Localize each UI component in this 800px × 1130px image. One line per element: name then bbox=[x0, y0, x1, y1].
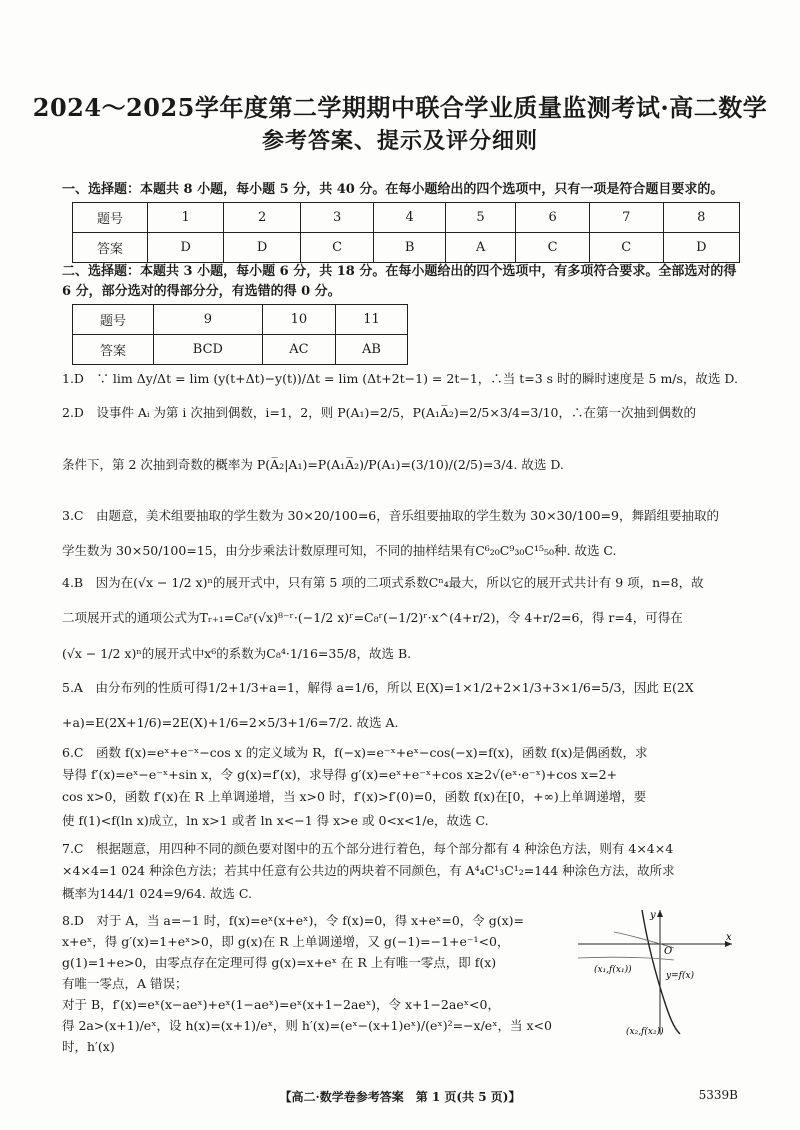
table-cell: 11 bbox=[336, 305, 408, 335]
table-cell: A bbox=[445, 233, 515, 263]
table-cell: 答案 bbox=[73, 233, 148, 263]
y-label: y bbox=[650, 910, 656, 921]
solution-8-line4: 有唯一零点，A 错误； bbox=[62, 976, 188, 991]
solution-3-line1: 3.C 由题意，美术组要抽取的学生数为 30×20/100=6，音乐组要抽取的学生数为 30×30/100=9，舞蹈组要抽取的 bbox=[62, 508, 720, 523]
table-cell: 6 bbox=[516, 203, 590, 233]
table-cell: 答案 bbox=[73, 335, 154, 365]
table-row bbox=[73, 233, 740, 263]
solution-8-line1: 8.D 对于 A，当 a=−1 时，f(x)=eˣ(x+eˣ)，令 f(x)=0，得 x+eˣ=0，令 g(x)= bbox=[62, 913, 525, 928]
table-row bbox=[73, 203, 740, 233]
table-cell: D bbox=[224, 233, 300, 263]
solution-4-line1: 4.B 因为在(√x − 1/2 x)ⁿ的展开式中，只有第 5 项的二项式系数Cⁿ₄最大，所以它的展开式共计有 9 项，n=8，故 bbox=[62, 575, 704, 590]
table-cell: 2 bbox=[224, 203, 300, 233]
table-cell: 题号 bbox=[73, 305, 154, 335]
solution-6-line4: 使 f(1)<f(ln x)成立，ln x>1 或者 ln x<−1 得 x>e 或 0<x<1/e，故选 C. bbox=[62, 813, 489, 828]
table-cell: 1 bbox=[148, 203, 224, 233]
solution-3-line2: 学生数为 30×50/100=15，由分步乘法计数原理可知，不同的抽样结果有C⁶₂₀C⁹₃₀C¹⁵₅₀种. 故选 C. bbox=[62, 543, 617, 558]
section2-answer-table bbox=[72, 304, 408, 365]
table-cell: BCD bbox=[154, 335, 263, 365]
point1-label: (x₁,f(x₁)) bbox=[594, 965, 632, 975]
solution-6-line3: cos x>0，函数 f′(x)在 R 上单调递增，当 x>0 时，f′(x)>f′(0)=0，函数 f(x)在[0，+∞)上单调递增，要 bbox=[62, 789, 647, 804]
table-cell: 3 bbox=[300, 203, 374, 233]
table-row bbox=[73, 305, 408, 335]
table-cell: C bbox=[516, 233, 590, 263]
function-graph bbox=[574, 906, 738, 1038]
solution-7-line2: ×4×4=1 024 种涂色方法；若其中任意有公共边的两块着不同颜色，有 A⁴₄C¹₃C¹₂=144 种涂色方法，故所求 bbox=[62, 863, 675, 878]
page-title: 2024～2025学年度第二学期期中联合学业质量监测考试·高二数学 bbox=[32, 93, 768, 122]
y-axis-arrow-icon bbox=[657, 910, 663, 917]
table-cell: D bbox=[663, 233, 739, 263]
solution-4-line3: (√x − 1/2 x)ⁿ的展开式中x⁶的系数为C₈⁴·1/16=35/8，故选 B. bbox=[62, 646, 412, 661]
section2-heading: 二、选择题：本题共 3 小题，每小题 6 分，共 18 分。在每小题给出的四个选项中，有多项符合要求。全部选对的得 6 分，部分选对的得部分分，有选错的得 0 分。 bbox=[62, 264, 737, 299]
table-cell: 7 bbox=[589, 203, 663, 233]
solution-8-line3: g(1)=1+e>0，由零点存在定理可得 g(x)=x+eˣ 在 R 上有唯一零点，即 f(x) bbox=[62, 955, 497, 970]
document-code: 5339B bbox=[698, 1088, 738, 1102]
solution-7-line1: 7.C 根据题意，用四种不同的颜色要对图中的五个部分进行着色，每个部分都有 4 种涂色方法，则有 4×4×4 bbox=[62, 841, 674, 856]
solution-4-line2: 二项展开式的通项公式为Tᵣ₊₁=C₈ʳ(√x)⁸⁻ʳ·(−1/2 x)ʳ=C₈ʳ(−1/2)ʳ·x^(4+r/2)，令 4+r/2=6，得 r=4，可得在 bbox=[62, 610, 683, 625]
x-label: x bbox=[726, 932, 732, 943]
origin-label: O bbox=[664, 946, 673, 957]
solution-7-line3: 概率为144/1 024=9/64. 故选 C. bbox=[62, 886, 252, 901]
table-cell: 8 bbox=[663, 203, 739, 233]
table-cell: C bbox=[589, 233, 663, 263]
table-cell: 10 bbox=[262, 305, 335, 335]
table-cell: AB bbox=[336, 335, 408, 365]
section1-answer-table bbox=[72, 202, 740, 263]
table-cell: 9 bbox=[154, 305, 263, 335]
solution-5-line2: +a)=E(2X+1/6)=2E(X)+1/6=2×5/3+1/6=7/2. 故选 A. bbox=[62, 715, 399, 730]
table-cell: 题号 bbox=[73, 203, 148, 233]
solution-6-line2: 导得 f′(x)=eˣ−e⁻ˣ+sin x，令 g(x)=f′(x)，求导得 g′(x)=eˣ+e⁻ˣ+cos x≥2√(eˣ·e⁻ˣ)+cos x=2+ bbox=[62, 767, 618, 782]
table-row bbox=[73, 335, 408, 365]
solution-2-line1: 2.D 设事件 Aᵢ 为第 i 次抽到偶数，i=1，2，则 P(A₁)=2/5，P(A₁A̅₂)=2/5×3/4=3/10，∴在第一次抽到偶数的 bbox=[62, 405, 696, 420]
table-cell: AC bbox=[262, 335, 335, 365]
curve-label: y=f(x) bbox=[666, 971, 695, 981]
solution-8-line6: 得 2a>(x+1)/eˣ，设 h(x)=(x+1)/eˣ，则 h′(x)=(eˣ−(x+1)eˣ)/(eˣ)²=−x/eˣ，当 x<0 时，h′(x) bbox=[62, 1018, 552, 1054]
page-subtitle: 参考答案、提示及评分细则 bbox=[261, 128, 538, 154]
solution-8-line5: 对于 B，f′(x)=eˣ(x−aeˣ)+eˣ(1−aeˣ)=eˣ(x+1−2aeˣ)，令 x+1−2aeˣ<0， bbox=[62, 997, 500, 1012]
solution-8-line2: x+eˣ，得 g′(x)=1+eˣ>0，即 g(x)在 R 上单调递增，又 g(−1)=−1+e⁻¹<0， bbox=[62, 934, 510, 949]
page-footer: 【高二·数学卷参考答案 第 1 页(共 5 页)】 bbox=[279, 1090, 521, 1104]
table-cell: D bbox=[148, 233, 224, 263]
point2-label: (x₂,f(x₂)) bbox=[626, 1027, 664, 1037]
solution-1: 1.D ∵ lim Δy/Δt = lim (y(t+Δt)−y(t))/Δt = lim (Δt+2t−1) = 2t−1，∴当 t=3 s 时的瞬时速度是 5 m/s，故选 D. bbox=[62, 371, 738, 386]
solution-2-line2: 条件下，第 2 次抽到奇数的概率为 P(A̅₂|A₁)=P(A₁A̅₂)/P(A₁)=(3/10)/(2/5)=3/4. 故选 D. bbox=[62, 457, 564, 472]
solution-5-line1: 5.A 由分布列的性质可得1/2+1/3+a=1，解得 a=1/6，所以 E(X)=1×1/2+2×1/3+3×1/6=5/3，因此 E(2X bbox=[62, 680, 694, 695]
table-cell: C bbox=[300, 233, 374, 263]
section1-heading: 一、选择题：本题共 8 小题，每小题 5 分，共 40 分。在每小题给出的四个选项中，只有一项是符合题目要求的。 bbox=[62, 182, 724, 197]
table-cell: 5 bbox=[445, 203, 515, 233]
table-cell: B bbox=[374, 233, 445, 263]
table-cell: 4 bbox=[374, 203, 445, 233]
solution-6-line1: 6.C 函数 f(x)=eˣ+e⁻ˣ−cos x 的定义域为 R，f(−x)=e⁻ˣ+eˣ−cos(−x)=f(x)，函数 f(x)是偶函数，求 bbox=[62, 745, 648, 760]
